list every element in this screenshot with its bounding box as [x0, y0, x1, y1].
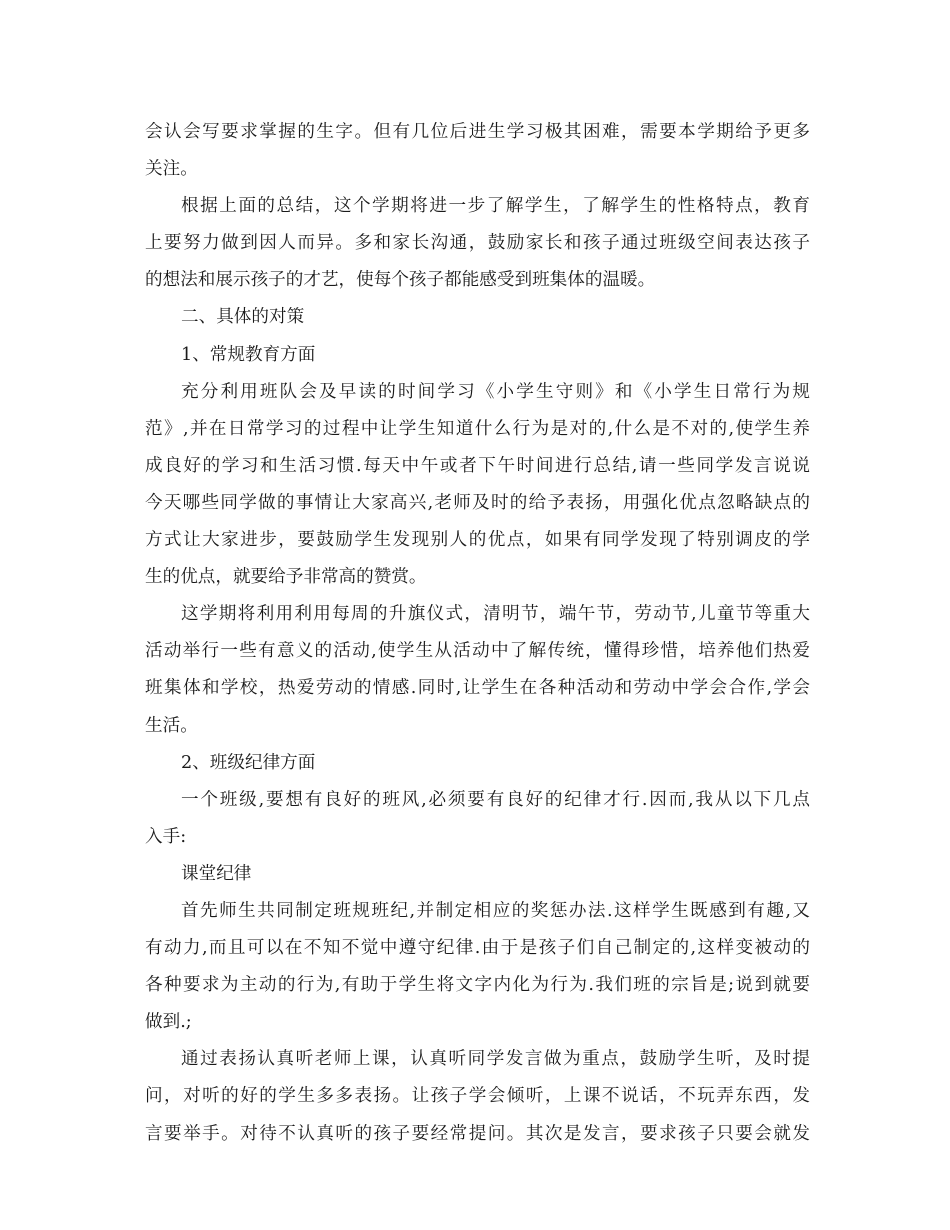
text-line: 言要举手。对待不认真听的孩子要经常提问。其次是发言，要求孩子只要会就发 — [145, 1123, 810, 1144]
text-line: 做到.; — [145, 1012, 192, 1033]
subsection-heading: 1、常规教育方面 — [181, 344, 316, 365]
subsection-heading: 2、班级纪律方面 — [181, 752, 316, 773]
text-line: 会认会写要求掌握的生字。但有几位后进生学习极其困难，需要本学期给予更多 — [145, 122, 810, 142]
document-body — [145, 114, 810, 1153]
text-line: 上要努力做到因人而异。多和家长沟通，鼓励家长和孩子通过班级空间表达孩子 — [145, 233, 810, 254]
text-line: 方式让大家进步，要鼓励学生发现别人的优点，如果有同学发现了特别调皮的学 — [145, 530, 810, 551]
topic-heading: 课堂纪律 — [181, 863, 252, 884]
text-line: 生的优点，就要给予非常高的赞赏。 — [145, 567, 427, 588]
text-line: 生活。 — [145, 715, 198, 736]
text-line: 范》,并在日常学习的过程中让学生知道什么行为是对的,什么是不对的,使学生养 — [145, 418, 810, 439]
text-line: 班集体和学校，热爱劳动的情感.同时,让学生在各种活动和劳动中学会合作,学会 — [145, 678, 810, 699]
text-line: 首先师生共同制定班规班纪,并制定相应的奖惩办法.这样学生既感到有趣,又 — [181, 900, 810, 921]
text-line: 充分利用班队会及早读的时间学习《小学生守则》和《小学生日常行为规 — [181, 381, 810, 402]
text-line: 活动举行一些有意义的活动,使学生从活动中了解传统，懂得珍惜，培养他们热爱 — [145, 641, 810, 662]
text-line: 通过表扬认真听老师上课，认真听同学发言做为重点，鼓励学生听，及时提 — [181, 1049, 810, 1070]
text-line: 成良好的学习和生活习惯.每天中午或者下午时间进行总结,请一些同学发言说说 — [145, 455, 810, 476]
text-line: 关注。 — [145, 159, 198, 180]
text-line: 入手: — [145, 826, 187, 847]
text-line: 各种要求为主动的行为,有助于学生将文字内化为行为.我们班的宗旨是;说到就要 — [145, 975, 810, 996]
text-line: 有动力,而且可以在不知不觉中遵守纪律.由于是孩子们自己制定的,这样变被动的 — [145, 938, 810, 959]
text-line: 一个班级,要想有良好的班风,必须要有良好的纪律才行.因而,我从以下几点 — [181, 789, 810, 810]
text-line: 问，对听的好的学生多多表扬。让孩子学会倾听，上课不说话，不玩弄东西，发 — [145, 1086, 810, 1107]
section-heading: 二、具体的对策 — [181, 307, 305, 328]
text-line: 今天哪些同学做的事情让大家高兴,老师及时的给予表扬，用强化优点忽略缺点的 — [145, 492, 810, 513]
text-line: 这学期将利用利用每周的升旗仪式，清明节，端午节，劳动节,儿童节等重大 — [181, 604, 810, 625]
text-line: 的想法和展示孩子的才艺，使每个孩子都能感受到班集体的温暖。 — [145, 270, 656, 291]
text-line: 根据上面的总结，这个学期将进一步了解学生，了解学生的性格特点，教育 — [181, 196, 810, 217]
